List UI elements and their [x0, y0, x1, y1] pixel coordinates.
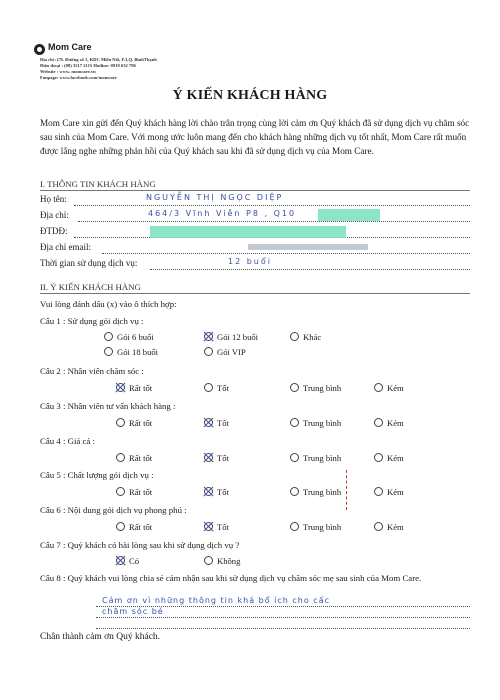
fanpage-line: Fanpage: www.facebook.com/momcare	[40, 75, 117, 80]
q8-answer-2[interactable]: chăm sóc bé	[102, 607, 164, 616]
q3-very-good[interactable]: Rất tốt	[116, 418, 152, 428]
radio-circle-icon	[374, 522, 383, 531]
address-label: Địa chỉ:	[40, 210, 69, 220]
section1-heading: I. THÔNG TIN KHÁCH HÀNG	[40, 179, 156, 189]
radio-circle-icon	[104, 347, 113, 356]
radio-circle-icon	[104, 332, 113, 341]
q4-very-good[interactable]: Rất tốt	[116, 453, 152, 463]
scribble-mark	[248, 244, 368, 250]
usage-time-value[interactable]: 12 buổi	[228, 257, 272, 266]
checked-x-icon	[204, 522, 213, 531]
checked-x-icon	[204, 418, 213, 427]
q4-poor[interactable]: Kém	[374, 453, 404, 463]
q1-option-other[interactable]: Khác	[290, 332, 321, 342]
radio-circle-icon	[290, 522, 299, 531]
radio-circle-icon	[116, 487, 125, 496]
q1-option-vip[interactable]: Gói VIP	[204, 347, 246, 357]
q6-poor[interactable]: Kém	[374, 522, 404, 532]
checked-x-icon	[204, 332, 213, 341]
radio-circle-icon	[374, 487, 383, 496]
brand-name: Mom Care	[48, 42, 92, 52]
q7-yes[interactable]: Có	[116, 556, 139, 566]
usage-time-line	[150, 269, 470, 270]
radio-circle-icon	[116, 418, 125, 427]
highlight-mark	[318, 209, 380, 221]
radio-circle-icon	[290, 383, 299, 392]
q7-text: Câu 7 : Quý khách có hài lòng sau khi sử dụng dịch vụ ?	[40, 540, 240, 550]
q2-poor[interactable]: Kém	[374, 383, 404, 393]
q4-average[interactable]: Trung bình	[290, 453, 341, 463]
q1-option-12[interactable]: Gói 12 buổi	[204, 332, 258, 342]
q1-option-6[interactable]: Gói 6 buổi	[104, 332, 154, 342]
q1-text: Câu 1 : Sử dụng gói dịch vụ :	[40, 316, 144, 326]
q8-answer-line-2	[96, 617, 470, 618]
q3-average[interactable]: Trung bình	[290, 418, 341, 428]
q3-good[interactable]: Tốt	[204, 418, 229, 428]
name-line	[74, 205, 470, 206]
radio-circle-icon	[204, 383, 213, 392]
radio-circle-icon	[204, 556, 213, 565]
q2-text: Câu 2 : Nhân viên chăm sóc :	[40, 366, 144, 376]
q5-average[interactable]: Trung bình	[290, 487, 341, 497]
redacted-phone	[150, 226, 346, 238]
page-title: Ý KIẾN KHÁCH HÀNG	[172, 88, 328, 103]
section1-rule	[40, 190, 470, 191]
q7-no[interactable]: Không	[204, 556, 240, 566]
q2-good[interactable]: Tốt	[204, 383, 229, 393]
name-label: Họ tên:	[40, 194, 67, 204]
q3-text: Câu 3 : Nhân viên tư vấn khách hàng :	[40, 401, 176, 411]
q2-very-good[interactable]: Rất tốt	[116, 383, 152, 393]
radio-circle-icon	[116, 522, 125, 531]
q5-text: Câu 5 : Chất lượng gói dịch vụ :	[40, 470, 154, 480]
q2-average[interactable]: Trung bình	[290, 383, 341, 393]
section2-heading: II. Ý KIẾN KHÁCH HÀNG	[40, 282, 141, 292]
email-line	[102, 253, 470, 254]
mom-care-logo-icon	[34, 44, 45, 55]
email-label: Địa chỉ email:	[40, 242, 91, 252]
q5-very-good[interactable]: Rất tốt	[116, 487, 152, 497]
pen-scratch-mark	[346, 470, 347, 510]
radio-circle-icon	[374, 418, 383, 427]
q3-poor[interactable]: Kém	[374, 418, 404, 428]
q1-option-18[interactable]: Gói 18 buổi	[104, 347, 158, 357]
intro-paragraph: Mom Care xin gửi đến Quý khách hàng lời chào trân trọng cùng lời cảm ơn Quý khách đã sử dụng dịch vụ chăm sóc sau sinh của Mom Care. Với mong ước luôn mang đến cho khách hàng những dịch vụ tốt nhất, Mom Care rất muốn được lắng nghe những phản hồi của Quý khách sau khi đã sử dụng dịch vụ của Mom Care.	[40, 118, 470, 156]
radio-circle-icon	[374, 383, 383, 392]
radio-circle-icon	[374, 453, 383, 462]
radio-circle-icon	[204, 347, 213, 356]
q6-average[interactable]: Trung bình	[290, 522, 341, 532]
phone-label: ĐTDĐ:	[40, 226, 68, 236]
phone-line: Điện thoại : (08) 3517 2115 Hotline: 0919 632 796	[40, 63, 136, 68]
radio-circle-icon	[290, 332, 299, 341]
q8-answer-1[interactable]: Cảm ơn vì những thông tin khá bổ ích cho cấc	[102, 596, 331, 605]
radio-circle-icon	[290, 453, 299, 462]
checked-x-icon	[116, 383, 125, 392]
q4-text: Câu 4 : Giá cả :	[40, 436, 95, 446]
instruction-text: Vui lòng đánh dấu (x) vào ô thích hợp:	[40, 299, 177, 309]
q8-answer-line-3	[96, 628, 470, 629]
q6-very-good[interactable]: Rất tốt	[116, 522, 152, 532]
checked-x-icon	[204, 453, 213, 462]
checked-x-icon	[116, 556, 125, 565]
checked-x-icon	[204, 487, 213, 496]
usage-time-label: Thời gian sử dụng dịch vụ:	[40, 258, 138, 268]
section2-rule	[40, 293, 470, 294]
name-value[interactable]: NGUYỄN THỊ NGỌC DIỆP	[146, 193, 284, 202]
website-line: Website : www. momcare.vn	[40, 69, 96, 74]
q8-text: Câu 8 : Quý khách vui lòng chia sẻ cảm nhận sau khi sử dụng dịch vụ chăm sóc mẹ sau sinh của Mom Care.	[40, 573, 422, 583]
q5-poor[interactable]: Kém	[374, 487, 404, 497]
q5-good[interactable]: Tốt	[204, 487, 229, 497]
address-line: Địa chỉ :17L Đường số 1, KDC Miếu Nổi, F.3,Q. BìnhThạnh	[40, 57, 157, 62]
address-line-field	[78, 221, 470, 222]
radio-circle-icon	[290, 487, 299, 496]
q6-text: Câu 6 : Nội dung gói dịch vụ phong phú :	[40, 505, 187, 515]
radio-circle-icon	[116, 453, 125, 462]
address-value[interactable]: 464/3 Vĩnh Viễn P8 , Q10	[148, 209, 297, 218]
q4-good[interactable]: Tốt	[204, 453, 229, 463]
q6-good[interactable]: Tốt	[204, 522, 229, 532]
closing-text: Chân thành cảm ơn Quý khách.	[40, 632, 161, 642]
radio-circle-icon	[290, 418, 299, 427]
